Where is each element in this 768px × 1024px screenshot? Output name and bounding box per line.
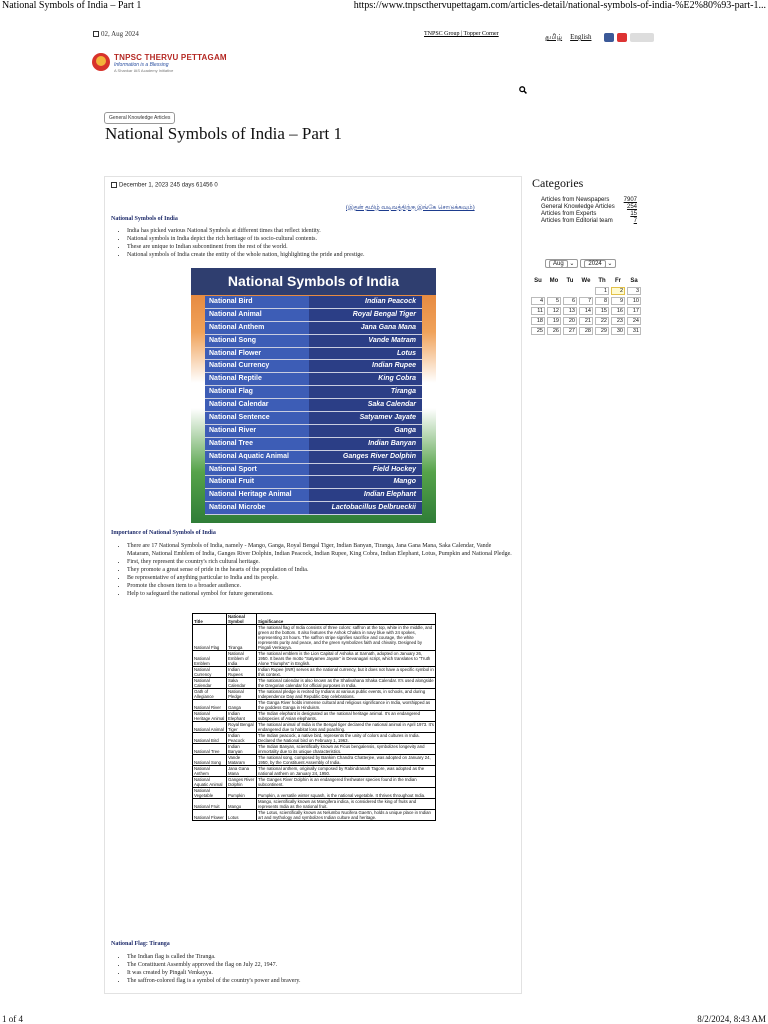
table-cell-symbol: Mango — [227, 799, 257, 810]
infographic-value: Ganga — [309, 425, 422, 437]
significance-table — [192, 613, 436, 821]
table-cell-symbol: Indian Banyan — [227, 744, 257, 755]
infographic-value: Saka Calendar — [309, 399, 422, 411]
category-label: Articles from Newspapers — [541, 197, 610, 203]
infographic-row — [205, 425, 422, 438]
calendar-day[interactable]: 5 — [547, 297, 561, 305]
infographic-label: National Reptile — [205, 373, 309, 385]
calendar-week — [531, 327, 641, 335]
calendar-weekday: Tu — [566, 277, 574, 284]
calendar-selectors — [545, 259, 616, 268]
calendar-day[interactable]: 6 — [563, 297, 577, 305]
table-row — [193, 651, 436, 667]
list-item: • Help to safeguard the national symbol for future generations. — [127, 590, 515, 598]
section-importance — [111, 530, 515, 598]
table-cell-title: National Song — [193, 755, 227, 766]
calendar-day[interactable]: 31 — [627, 327, 641, 335]
facebook-icon[interactable] — [604, 33, 614, 42]
table-cell-symbol: Indian Rupees — [227, 667, 257, 678]
infographic-row — [205, 386, 422, 399]
calendar-empty — [563, 287, 577, 295]
table-cell-symbol: Tiranga — [227, 625, 257, 651]
calendar-day[interactable]: 12 — [547, 307, 561, 315]
table-row — [193, 667, 436, 678]
calendar-empty — [579, 287, 593, 295]
infographic-row — [205, 296, 422, 309]
calendar-day[interactable]: 14 — [579, 307, 593, 315]
print-page-number: 1 of 4 — [2, 1014, 23, 1024]
table-header: National Symbol — [227, 614, 257, 625]
table-cell-title: National Emblem — [193, 651, 227, 667]
calendar-day[interactable]: 1 — [595, 287, 609, 295]
table-cell-significance: Indian Rupee (INR) serves as the national currency, but it does not have a specific symbol in this context. — [258, 667, 434, 677]
category-label: Articles from Experts — [541, 211, 597, 217]
table-cell-title: National Calendar — [193, 678, 227, 689]
infographic-label: National Sport — [205, 464, 309, 476]
calendar-weekday: We — [581, 277, 591, 284]
month-select[interactable]: Aug ⌄ — [545, 259, 578, 268]
table-cell-significance: The Indian Banyan, scientifically known as Ficus bengalensis, symbolizes longevity and immortality due to its unique characteristics. — [257, 744, 436, 755]
calendar-day[interactable]: 7 — [579, 297, 593, 305]
table-cell-significance: The national animal of India is the Bengal tiger declared the national animal in April 1973. It's endangered due to habitat loss and poaching. — [258, 722, 434, 732]
infographic-heading: National Symbols of India — [191, 268, 436, 295]
infographic-row — [205, 412, 422, 425]
calendar-day[interactable]: 13 — [563, 307, 577, 315]
infographic-label: National Flag — [205, 386, 309, 398]
categories-heading: Categories — [532, 176, 584, 190]
table-cell-symbol: Indian Elephant — [227, 711, 257, 722]
infographic-row — [205, 309, 422, 322]
calendar-weekday: Fr — [615, 277, 621, 284]
calendar-week — [531, 317, 641, 325]
calendar-week — [531, 287, 641, 295]
list-item: • These are unique to Indian subcontinent from the rest of the world. — [127, 243, 515, 251]
calendar-day[interactable]: 23 — [611, 317, 625, 325]
table-cell-symbol: National Emblem of India — [227, 651, 257, 667]
table-cell-significance: The Indian peacock, a native bird, represents the unity of colors and cultures in India. Declared the National bird on February 1, 1963. — [257, 733, 436, 744]
social-links — [604, 33, 654, 42]
infographic-row — [205, 489, 422, 502]
table-cell-title: National Fruit — [193, 799, 227, 810]
site-logo[interactable] — [92, 53, 227, 73]
table-cell-symbol: Pumpkin — [227, 788, 257, 799]
infographic-row — [205, 438, 422, 451]
calendar-week — [531, 297, 641, 305]
category-item[interactable] — [541, 218, 637, 225]
table-row — [193, 700, 436, 711]
calendar-day[interactable]: 26 — [547, 327, 561, 335]
table-cell-symbol: Saka Calendar — [227, 678, 257, 689]
print-title: National Symbols of India – Part 1 — [2, 0, 142, 11]
table-row — [193, 711, 436, 722]
calendar-weekday: Sa — [630, 277, 638, 284]
category-item[interactable] — [541, 204, 637, 211]
calendar-day[interactable]: 28 — [579, 327, 593, 335]
infographic-row — [205, 464, 422, 477]
section-heading: National Flag: Tiranga — [111, 941, 170, 947]
list-item: • They promote a great sense of pride in the hearts of the population of India. — [127, 566, 515, 574]
calendar-weekday: Th — [598, 277, 606, 284]
infographic-label: National Flower — [205, 348, 309, 360]
calendar-day[interactable]: 3 — [627, 287, 641, 295]
infographic-row — [205, 348, 422, 361]
calendar-day[interactable]: 17 — [627, 307, 641, 315]
category-label: Articles from Editorial team — [541, 218, 613, 224]
section-symbols — [111, 216, 515, 259]
infographic-value: Lotus — [309, 348, 422, 360]
language-switch — [545, 33, 599, 42]
infographic-label: National Calendar — [205, 399, 309, 411]
list-item: • It was created by Pingali Venkayya. — [127, 969, 515, 977]
calendar-day[interactable]: 8 — [595, 297, 609, 305]
infographic-row — [205, 476, 422, 489]
category-list — [541, 197, 637, 225]
calendar-day[interactable]: 30 — [611, 327, 625, 335]
table-cell-significance: The Lotus, scientifically known as Nelumbo Nucifera Gaertn, holds a unique place in Indian art and mythology and symbolizes Indian culture and heritage. — [257, 810, 436, 821]
table-cell-title: National Heritage Animal — [193, 711, 227, 722]
calendar-day[interactable]: 20 — [563, 317, 577, 325]
infographic-label: National Song — [205, 335, 309, 347]
infographic-value: Jana Gana Mana — [309, 322, 422, 334]
infographic-label: National Microbe — [205, 502, 309, 514]
list-item: • The saffron-colored flag is a symbol of the country's power and bravery. — [127, 977, 515, 985]
print-url: https://www.tnpscthervupettagam.com/articles-detail/national-symbols-of-india-%E2%80%93-part-1... — [353, 0, 766, 11]
calendar-day[interactable]: 16 — [611, 307, 625, 315]
list-item: • The Indian flag is called the Tiranga. — [127, 953, 515, 961]
lang-english-link[interactable]: English — [570, 33, 592, 41]
infographic-label: National Aquatic Animal — [205, 451, 309, 463]
table-cell-significance: Mango, scientifically known as Mangifera indica, is considered the king of fruits and represents India as the national fruit. — [257, 799, 436, 810]
calendar-empty — [547, 287, 561, 295]
table-cell-significance: The national emblem is the Lion Capital of Ashoka at Sarnath, adopted on January 26, 1950. It bears the motto "Satyamev Jayate" in Devanagari script, which translates to "Truth Alone Triumphs" in English. — [257, 651, 436, 667]
list-item: • The Constituent Assembly approved the flag on July 22, 1947. — [127, 961, 515, 969]
calendar-day[interactable]: 24 — [627, 317, 641, 325]
table-header: Title — [193, 614, 227, 625]
category-count: 7907 — [623, 197, 637, 203]
infographic-row — [205, 399, 422, 412]
infographic-row — [205, 360, 422, 373]
table-cell-significance: The national flag of India consists of three colors: saffron at the top, white in the middle, and green at the bottom. It also features the Ashok Chakra in navy blue with 24 spokes, representing 24 hours. The saffron stripe signifies sacrifice and courage, the white represents purity and peace, and the green symbolizes faith and chivalry. Designed by Pingali Venkayya. — [257, 625, 436, 651]
calendar-day[interactable]: 22 — [595, 317, 609, 325]
logo-tagline: Information is a Blessing — [114, 62, 169, 68]
bullet-list — [111, 227, 515, 259]
calendar-day[interactable]: 9 — [611, 297, 625, 305]
list-item: • India has picked various National Symbols at different times that reflect identity. — [127, 227, 515, 235]
table-row — [193, 689, 436, 700]
logo-name: TNPSC THERVU PETTAGAM — [114, 53, 227, 62]
lang-tamil-link[interactable]: தமிழ் — [545, 33, 563, 41]
calendar-day[interactable]: 25 — [531, 327, 545, 335]
article-meta: December 1, 2023 245 days 61456 0 — [111, 182, 218, 189]
table-cell-symbol: Ganga — [227, 700, 257, 711]
table-cell-symbol: Indian Peacock — [227, 733, 257, 744]
table-cell-title: National Bird — [193, 733, 227, 744]
bullet-list — [111, 542, 515, 598]
infographic-value: Vande Matram — [309, 335, 422, 347]
infographic-row — [205, 373, 422, 386]
tamil-version-link[interactable]: (இதன் தமிழ் வடிவத்திற்கு இங்கே சொடுக்கவும்) — [346, 205, 475, 211]
section-heading: Importance of National Symbols of India — [111, 530, 216, 536]
infographic-label: National Anthem — [205, 322, 309, 334]
table-cell-symbol: Vande Mataram — [227, 755, 257, 766]
symbols-infographic — [191, 268, 436, 523]
list-item: • Be representative of anything particular to India and its people. — [127, 574, 515, 582]
bullet-list — [111, 953, 515, 985]
infographic-value: Tiranga — [309, 386, 422, 398]
calendar-icon — [93, 31, 99, 37]
infographic-label: National Tree — [205, 438, 309, 450]
table-cell-symbol: Lotus — [227, 810, 257, 821]
logo-mark-icon — [92, 53, 110, 71]
table-row — [193, 799, 436, 810]
category-count: 15 — [630, 211, 637, 217]
infographic-value: Indian Peacock — [309, 296, 422, 308]
header-date: 02, Aug 2024 — [93, 30, 139, 38]
table-cell-title: National Vegetable — [193, 788, 227, 799]
table-cell-significance: The national calendar is also known as the Shalivahana Shaka Calendar. It's used alongside the Gregorian calendar for official purposes in India. — [258, 678, 434, 688]
infographic-value: Ganges River Dolphin — [309, 451, 422, 463]
calendar-day[interactable]: 29 — [595, 327, 609, 335]
year-select[interactable]: 2024 ⌄ — [580, 259, 616, 268]
infographic-label: National Fruit — [205, 476, 309, 488]
infographic-label: National Sentence — [205, 412, 309, 424]
infographic-label: National Bird — [205, 296, 309, 308]
table-cell-significance: Pumpkin, a versatile winter squash, is the national vegetable. It thrives throughout India. — [257, 788, 436, 799]
table-row — [193, 755, 436, 766]
table-row — [193, 722, 436, 733]
table-cell-symbol: Royal Bengal Tiger — [227, 722, 257, 733]
search-icon[interactable] — [519, 86, 527, 96]
table-cell-title: National Flag — [193, 625, 227, 651]
table-row — [193, 744, 436, 755]
table-cell-significance: The national pledge is recited by Indians at various public events, in schools, and during Independence Day and Republic Day celebrations. — [257, 689, 436, 700]
infographic-label: National Heritage Animal — [205, 489, 309, 501]
table-cell-title: National Aquatic Animal — [193, 777, 227, 788]
infographic-value: King Cobra — [309, 373, 422, 385]
section-heading: National Symbols of India — [111, 216, 178, 222]
app-badge-icon[interactable] — [630, 33, 654, 42]
print-datetime: 8/2/2024, 8:43 AM — [697, 1014, 766, 1024]
calendar-week — [531, 307, 641, 315]
infographic-value: Field Hockey — [309, 464, 422, 476]
page-title: National Symbols of India – Part 1 — [105, 124, 343, 143]
calendar — [529, 274, 643, 337]
category-count: 254 — [626, 204, 637, 210]
infographic-value: Royal Bengal Tiger — [309, 309, 422, 321]
table-row — [193, 733, 436, 744]
calendar-day[interactable]: 27 — [563, 327, 577, 335]
infographic-value: Mango — [309, 476, 422, 488]
table-row — [193, 678, 436, 689]
list-item: • First, they represent the country's rich cultural heritage. — [127, 558, 515, 566]
infographic-row — [205, 451, 422, 464]
list-item: • National symbols of India create the entity of the whole nation, highlighting the pride and prestige. — [127, 251, 515, 259]
table-cell-symbol: Ganges River Dolphin — [227, 777, 257, 788]
table-row — [193, 788, 436, 799]
infographic-label: National Animal — [205, 309, 309, 321]
calendar-day[interactable]: 21 — [579, 317, 593, 325]
infographic-label: National Currency — [205, 360, 309, 372]
list-item: • There are 17 National Symbols of India, namely - Mango, Ganga, Royal Bengal Tiger, Indian Banyan, Tiranga, Jana Gana Mana, Saka Calendar, Vande Mataram, National Emblem of India, Ganges River Dolphin, Indian Peacock, Indian Rupee, King Cobra, Indian Elephant, Lotus, Pumpkin and National Pledge. — [127, 542, 515, 558]
infographic-value: Satyamev Jayate — [309, 412, 422, 424]
table-cell-significance: The national anthem, originally composed by Rabindranath Tagore, was adopted as the national anthem on January 24, 1950. — [257, 766, 436, 777]
calendar-day[interactable]: 4 — [531, 297, 545, 305]
list-item: • National symbols in India depict the rich heritage of its socio-cultural contents. — [127, 235, 515, 243]
table-cell-significance: The national song, composed by Bankim Chandra Chatterjee, was adopted on January 24, 1950, by the Constituent Assembly of India. — [257, 755, 436, 766]
infographic-value: Indian Elephant — [309, 489, 422, 501]
table-row — [193, 766, 436, 777]
table-cell-title: National Animal — [193, 722, 227, 733]
table-cell-significance: The Indian elephant is designated as the national heritage animal. It's an endangered subspecies of Asian elephants. — [257, 711, 436, 722]
table-cell-significance: The Ganges River Dolphin is an endangered freshwater species found in the Indian subcontinent. — [257, 777, 436, 788]
list-item: • Promote the chosen item to a broader audience. — [127, 582, 515, 590]
table-cell-significance: The Ganga River holds immense cultural and religious significance in India, worshipped as the goddess Ganga in Hinduism. — [257, 700, 436, 711]
section-flag — [111, 941, 515, 985]
infographic-value: Indian Rupee — [309, 360, 422, 372]
table-cell-symbol: National Pledge — [227, 689, 257, 700]
table-cell-title: National Flower — [193, 810, 227, 821]
calendar-weekday: Su — [534, 277, 542, 284]
infographic-row — [205, 502, 422, 515]
infographic-row — [205, 322, 422, 335]
category-badge[interactable]: General Knowledge Articles — [104, 112, 175, 124]
category-item[interactable] — [541, 211, 637, 218]
category-count: 7 — [633, 218, 637, 224]
table-cell-title: Oath of Allegiance — [193, 689, 227, 700]
table-cell-title: National Currency — [193, 667, 227, 678]
top-links[interactable]: TNPSC Group | Topper Corner — [424, 31, 499, 37]
category-label: General Knowledge Articles — [541, 204, 615, 210]
table-row — [193, 777, 436, 788]
table-cell-title: National Anthem — [193, 766, 227, 777]
table-cell-title: National River — [193, 700, 227, 711]
calendar-day[interactable]: 10 — [627, 297, 641, 305]
calendar-weekday: Mo — [549, 277, 559, 284]
table-cell-symbol: Jana Gana Mana — [227, 766, 257, 777]
logo-subtitle: A Shankar IAS Academy Initiative — [114, 68, 174, 73]
calendar-icon — [111, 182, 117, 188]
infographic-value: Indian Banyan — [309, 438, 422, 450]
table-header: Significance — [257, 614, 436, 625]
infographic-label: National River — [205, 425, 309, 437]
table-row — [193, 810, 436, 821]
table-row — [193, 625, 436, 651]
infographic-value: Lactobacillus Delbrueckii — [309, 502, 422, 514]
calendar-day[interactable]: 2 — [611, 287, 625, 295]
calendar-empty — [531, 287, 545, 295]
category-item[interactable] — [541, 197, 637, 204]
calendar-day[interactable]: 11 — [531, 307, 545, 315]
calendar-day[interactable]: 19 — [547, 317, 561, 325]
calendar-day[interactable]: 18 — [531, 317, 545, 325]
infographic-row — [205, 335, 422, 348]
youtube-icon[interactable] — [617, 33, 627, 42]
table-cell-title: National Tree — [193, 744, 227, 755]
calendar-day[interactable]: 15 — [595, 307, 609, 315]
